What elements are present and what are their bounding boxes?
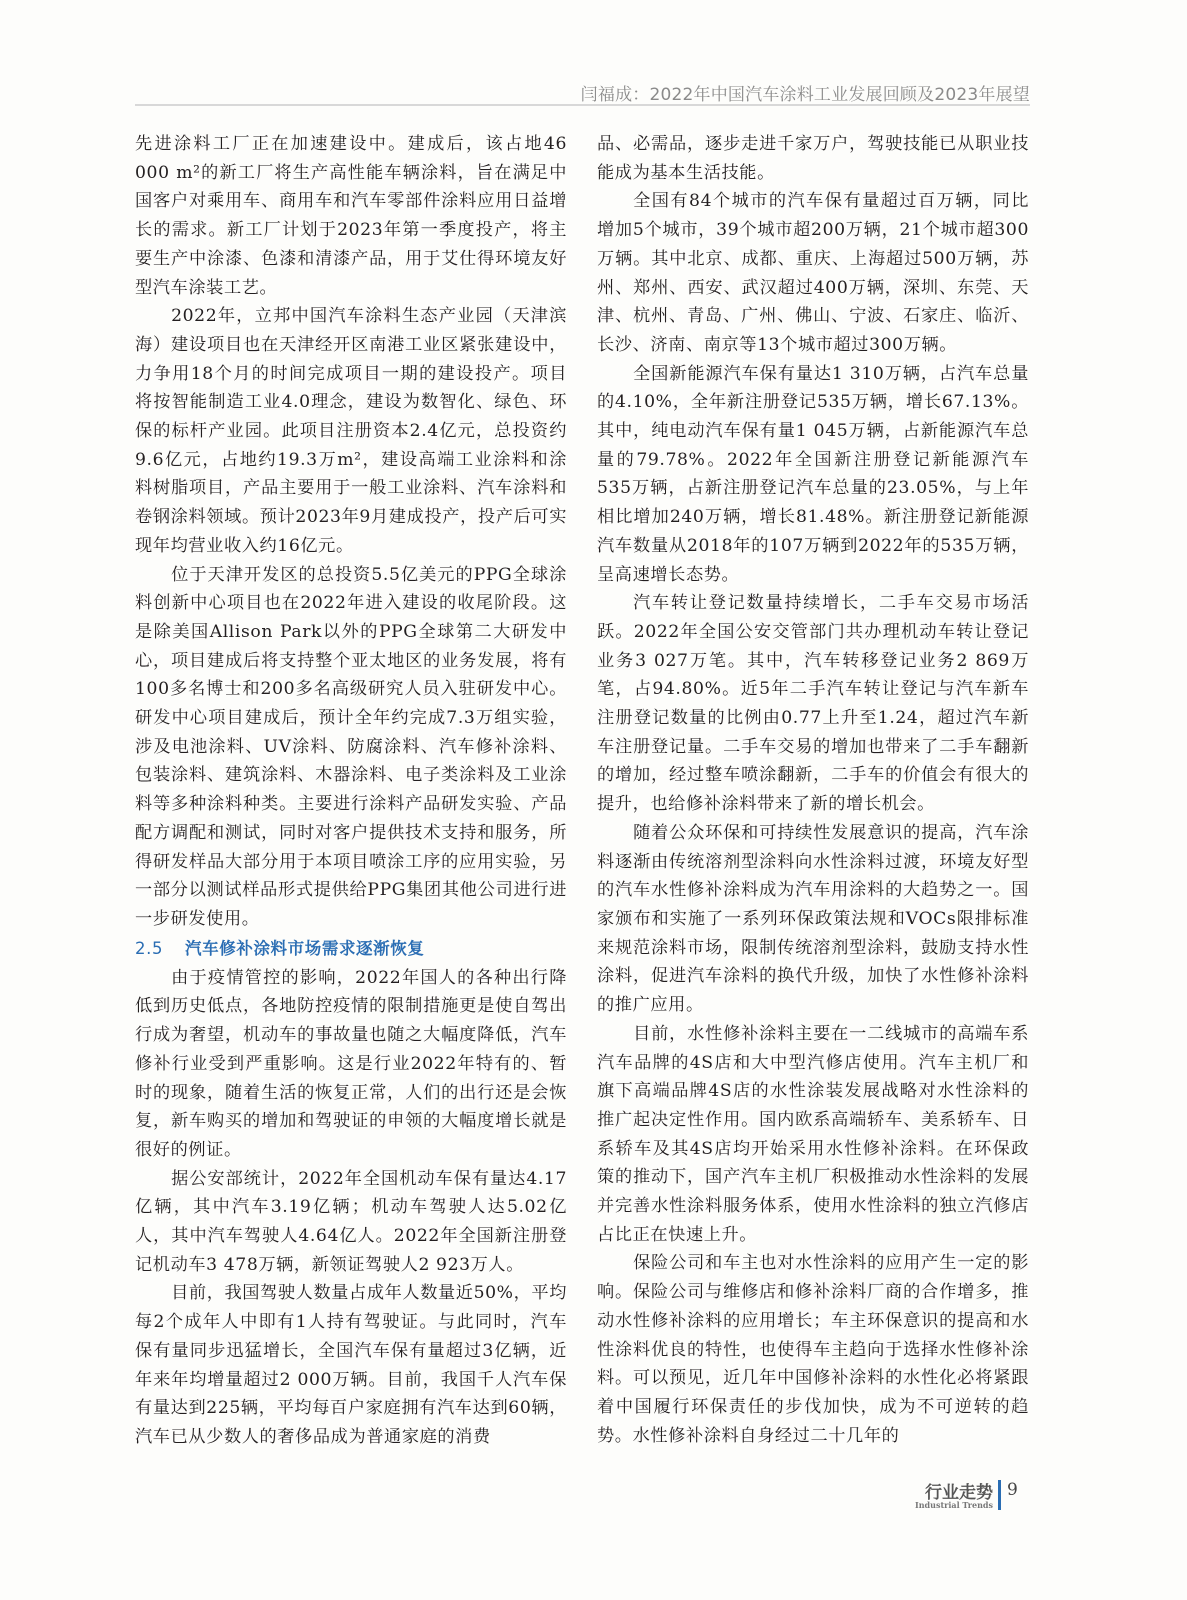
paragraph: 位于天津开发区的总投资5.5亿美元的PPG全球涂料创新中心项目也在2022年进入建设的收尾阶段。这是除美国Allison Park以外的PPG全球第二大研发中心，项目建成后将支持整个亚太地区的业务发展，将有100多名博士和200多名高级研究人员入驻研发中心。研发中心项目建成后，预计全年约完成7.3万组实验，涉及电池涂料、UV涂料、防腐涂料、汽车修补涂料、包装涂料、建筑涂料、木器涂料、电子类涂料及工业涂料等多种涂料种类。主要进行涂料产品研发实验、产品配方调配和测试，同时对客户提供技术支持和服务，所得研发样品大部分用于本项目喷涂工序的应用实验，另一部分以测试样品形式提供给PPG集团其他公司进行进一步研发使用。	[135, 564, 567, 929]
paragraph: 全国有84个城市的汽车保有量超过百万辆，同比增加5个城市，39个城市超200万辆，21个城市超300万辆。其中北京、成都、重庆、上海超过500万辆，苏州、郑州、西安、武汉超过400万辆，深圳、东莞、天津、杭州、青岛、广州、佛山、宁波、石家庄、临沂、长沙、济南、南京等13个城市超过300万辆。	[597, 191, 1029, 355]
paragraph: 目前，水性修补涂料主要在一二线城市的高端车系汽车品牌的4S店和大中型汽修店使用。汽车主机厂和旗下高端品牌4S店的水性涂装发展战略对水性涂料的推广起决定性作用。国内欧系高端轿车、美系轿车、日系轿车及其4S店均开始采用水性修补涂料。在环保政策的推动下，国产汽车主机厂积极推动水性涂料的发展并完善水性涂料服务体系，使用水性涂料的独立汽修店占比正在快速上升。	[597, 1023, 1029, 1245]
running-header	[135, 80, 1030, 106]
page-footer	[915, 1478, 1025, 1518]
paragraph: 全国新能源汽车保有量达1 310万辆，占汽车总量的4.10%，全年新注册登记535万辆，增长67.13%。其中，纯电动汽车保有量1 045万辆，占新能源汽车总量的79.78%。2022年全国新注册登记新能源汽车535万辆，占新注册登记汽车总量的23.05%，与上年相比增加240万辆，增长81.48%。新注册登记新能源汽车数量从2018年的107万辆到2022年的535万辆，呈高速增长态势。	[597, 363, 1029, 585]
paragraph: 目前，我国驾驶人数量占成年人数量近50%，平均每2个成年人中即有1人持有驾驶证。与此同时，汽车保有量同步迅猛增长，全国汽车保有量超过3亿辆，近年来年均增量超过2 000万辆。目前，我国千人汽车保有量达到225辆，平均每百户家庭拥有汽车达到60辆，汽车已从少数人的奢侈品成为普通家庭的消费	[135, 1283, 567, 1447]
section-number: 2.5	[135, 938, 164, 958]
paragraph: 2022年，立邦中国汽车涂料生态产业园（天津滨海）建设项目也在天津经开区南港工业区紧张建设中，力争用18个月的时间完成项目一期的建设投产。项目将按智能制造工业4.0理念，建设为数智化、绿色、环保的标杆产业园。此项目注册资本2.4亿元，总投资约9.6亿元，占地约19.3万m²，建设高端工业涂料和涂料树脂项目，产品主要用于一般工业涂料、汽车涂料和卷钢涂料领域。预计2023年9月建成投产，投产后可实现年均营业收入约16亿元。	[135, 306, 567, 556]
paragraph: 先进涂料工厂正在加速建设中。建成后，该占地46 000 m²的新工厂将生产高性能车辆涂料，旨在满足中国客户对乘用车、商用车和汽车零部件涂料应用日益增长的需求。新工厂计划于2023年第一季度投产，将主要生产中涂漆、色漆和清漆产品，用于艾仕得环境友好型汽车涂装工艺。	[135, 134, 567, 298]
section-title: 汽车修补涂料市场需求逐渐恢复	[185, 938, 425, 958]
paragraph: 品、必需品，逐步走进千家万户，驾驶技能已从职业技能成为基本生活技能。	[597, 134, 1029, 183]
column-right	[597, 130, 1029, 1450]
page-number: 9	[1007, 1480, 1018, 1500]
section-heading	[135, 934, 567, 964]
paragraph: 汽车转让登记数量持续增长，二手车交易市场活跃。2022年全国公安交管部门共办理机动车转让登记业务3 027万笔。其中，汽车转移登记业务2 869万笔，占94.80%。近5年二手汽车转让登记与汽车新车注册登记数量的比例由0.77上升至1.24，超过汽车新车注册登记量。二手车交易的增加也带来了二手车翻新的增加，经过整车喷涂翻新，二手车的价值会有很大的提升，也给修补涂料带来了新的增长机会。	[597, 593, 1029, 815]
paragraph: 保险公司和车主也对水性涂料的应用产生一定的影响。保险公司与维修店和修补涂料厂商的合作增多，推动水性修补涂料的应用增长；车主环保意识的提高和水性涂料优良的特性，也使得车主趋向于选择水性修补涂料。可以预见，近几年中国修补涂料的水性化必将紧跟着中国履行环保责任的步伐加快，成为不可逆转的趋势。水性修补涂料自身经过二十几年的	[597, 1253, 1029, 1446]
paragraph: 据公安部统计，2022年全国机动车保有量达4.17亿辆，其中汽车3.19亿辆；机动车驾驶人达5.02亿人，其中汽车驾驶人4.64亿人。2022年全国新注册登记机动车3 478万辆，新领证驾驶人2 923万人。	[135, 1168, 567, 1275]
footer-section-cn: 行业走势	[925, 1483, 993, 1503]
footer-divider	[998, 1480, 1001, 1510]
footer-section-en: Industrial Trends	[914, 1500, 993, 1510]
paragraph: 由于疫情管控的影响，2022年国人的各种出行降低到历史低点，各地防控疫情的限制措施更是使自驾出行成为奢望，机动车的事故量也随之大幅度降低，汽车修补行业受到严重影响。这是行业2022年特有的、暂时的现象，随着生活的恢复正常，人们的出行还是会恢复，新车购买的增加和驾驶证的申领的大幅度增长就是很好的例证。	[135, 967, 567, 1160]
header-title: 闫福成：2022年中国汽车涂料工业发展回顾及2023年展望	[580, 85, 1030, 105]
paragraph: 随着公众环保和可持续性发展意识的提高，汽车涂料逐渐由传统溶剂型涂料向水性涂料过渡，环境友好型的汽车水性修补涂料成为汽车用涂料的大趋势之一。国家颁布和实施了一系列环保政策法规和VOCs限排标准来规范涂料市场，限制传统溶剂型涂料，鼓励支持水性涂料，促进汽车涂料的换代升级，加快了水性修补涂料的推广应用。	[597, 822, 1029, 1016]
column-left	[135, 130, 567, 1452]
